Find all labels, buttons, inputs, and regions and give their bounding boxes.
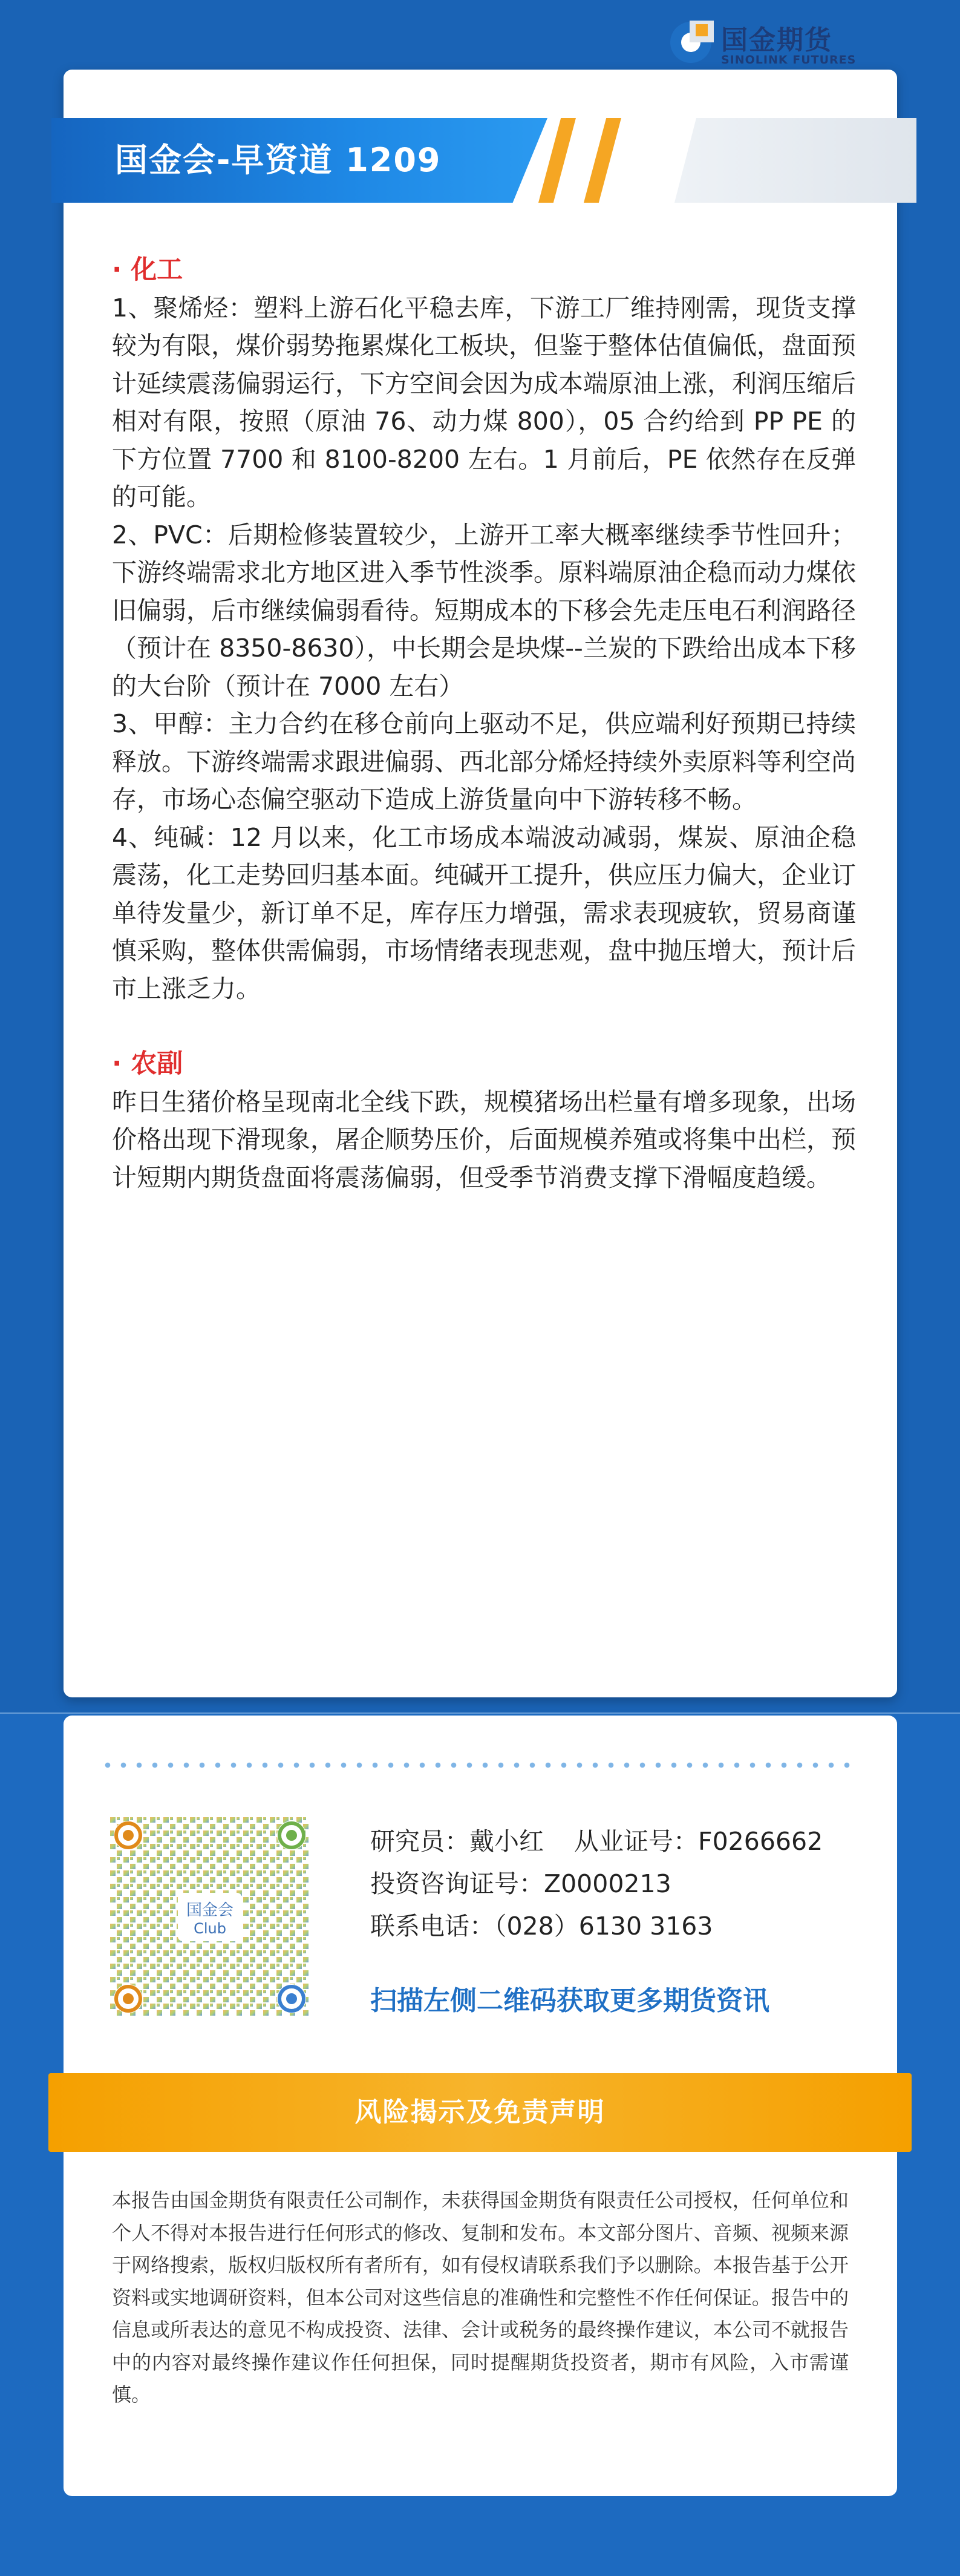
logo-panel [674,118,916,203]
banner-stripe [584,118,621,203]
contact-info [370,1820,866,1947]
section-title: · 农副 [112,1049,183,1079]
section-title: · 化工 [112,255,183,285]
logo-text-cn: 国金期货 [721,25,832,56]
risk-title: 风险揭示及免责声明 [354,2097,606,2128]
sinolink-logo-icon [665,17,716,68]
banner-stripe [538,118,576,203]
report-content [112,251,856,1196]
paragraph-polyolefin: 1、聚烯烃：塑料上游石化平稳去库，下游工厂维持刚需，现货支撑较为有限，煤价弱势拖累煤化工板块，但鉴于整体估值偏低，盘面预计延续震荡偏弱运行，下方空间会因为成本端原油上涨，利润压缩后相对有限，按照（原油 76、动力煤 800），05 合约给到 PP PE 的下方位置 7700 和 8100-8200 左右。1 月前后，PE 依然存在反弹的可能。 [112,293,856,511]
qr-code[interactable] [110,1817,310,2017]
section-agriculture [112,1045,856,1196]
page-title: 国金会-早资道 1209 [115,141,442,179]
contact-phone: 联系电话：（028）6130 3163 [370,1912,713,1941]
scan-hint: 扫描左侧二维码获取更多期货资讯 [370,1985,769,2016]
researcher-name: 研究员：戴小红 [370,1827,544,1856]
logo-text-en: SINOLINK FUTURES [721,53,857,67]
disclaimer-text: 本报告由国金期货有限责任公司制作，未获得国金期货有限责任公司授权，任何单位和个人不得对本报告进行任何形式的修改、复制和发布。本文部分图片、音频、视频来源于网络搜索，版权归版权所有者所有，如有侵权请联系我们予以删除。本报告基于公开资料或实地调研资料，但本公司对这些信息的准确性和完整性不作任何保证。报告中的信息或所表达的意见不构成投资、法律、会计或税务的最终操作建议，本公司不就报告中的内容对最终操作建议作任何担保，同时提醒期货投资者，期市有风险，入市需谨慎。 [112,2189,849,2406]
qr-label-line1: 国金会 [186,1901,234,1919]
qr-label-line2: Club [194,1920,226,1937]
paragraph-soda-ash: 4、纯碱：12 月以来，化工市场成本端波动减弱，煤炭、原油企稳震荡，化工走势回归基本面。纯碱开工提升，供应压力偏大，企业订单待发量少，新订单不足，库存压力增强，需求表现疲软，贸易商谨慎采购，整体供需偏弱，市场情绪表现悲观，盘中抛压增大，预计后市上涨乏力。 [112,822,856,1003]
paragraph-hogs: 昨日生猪价格呈现南北全线下跌，规模猪场出栏量有增多现象，出场价格出现下滑现象，屠企顺势压价，后面规模养殖或将集中出栏，预计短期内期货盘面将震荡偏弱，但受季节消费支撑下滑幅度趋缓。 [112,1087,856,1192]
section-gap [112,1008,856,1045]
risk-banner [48,2073,912,2152]
header-banner [51,118,916,203]
paragraph-methanol: 3、甲醇：主力合约在移仓前向上驱动不足，供应端利好预期已持续释放。下游终端需求跟进偏弱、西北部分烯烃持续外卖原料等利空尚存，市场心态偏空驱动下造成上游货量向中下游转移不畅。 [112,709,856,814]
consult-license: 投资咨询证号：Z0000213 [370,1869,671,1898]
contact-row-researcher [370,1820,866,1863]
license-number: 从业证号：F0266662 [574,1827,823,1856]
dotted-divider [100,1762,859,1768]
section-chemicals [112,251,856,1008]
paragraph-pvc: 2、PVC：后期检修装置较少，上游开工率大概率继续季节性回升；下游终端需求北方地区进入季节性淡季。原料端原油企稳而动力煤依旧偏弱，后市继续偏弱看待。短期成本的下移会先走压电石利润路径（预计在 8350-8630），中长期会是块煤--兰炭的下跌给出成本下移的大台阶（预计在 7000 左右） [112,520,856,701]
